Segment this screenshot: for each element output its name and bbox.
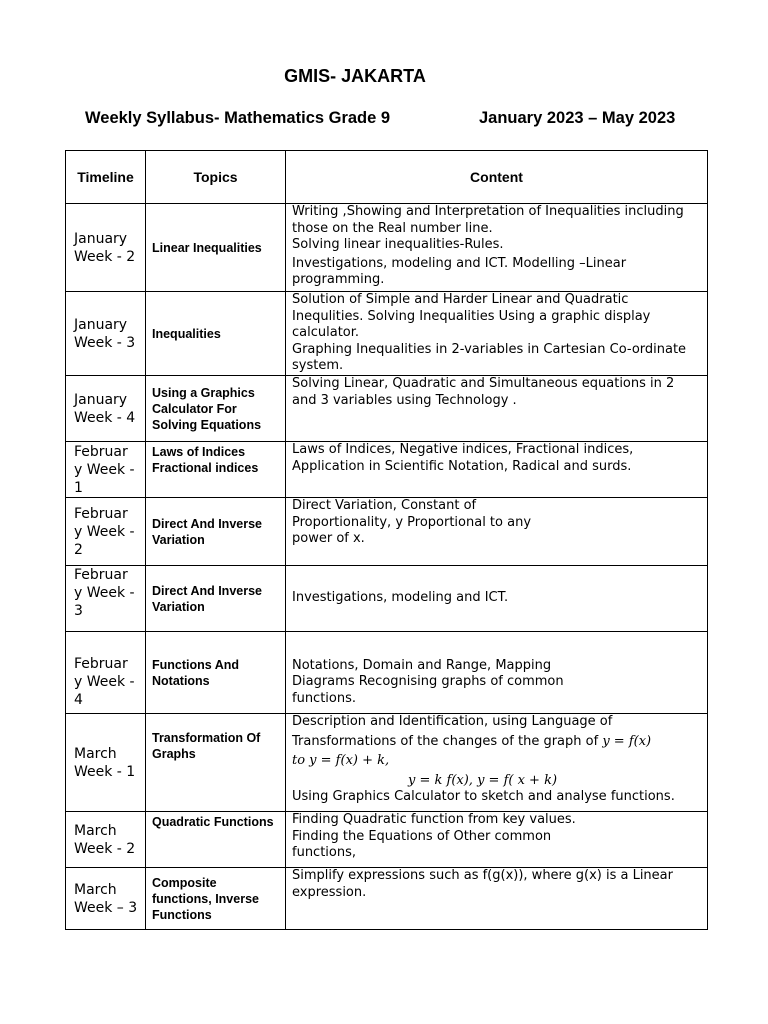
content-line-with-math	[292, 734, 701, 751]
content-line: Transformations of the changes of the graph of	[292, 733, 599, 749]
math-expression: to y = f(x) + k,	[292, 753, 390, 768]
content-line: Investigations, modeling and ICT.	[292, 590, 509, 606]
content-line: Solving linear inequalities-Rules.	[292, 237, 504, 252]
table-row	[66, 376, 708, 442]
content-cell	[286, 204, 708, 292]
table-row	[66, 292, 708, 376]
content-line: Graphing Inequalities in 2-variables in Cartesian Co-ordinate system.	[292, 341, 687, 373]
content-cell	[286, 714, 708, 812]
content-line: Notations, Domain and Range, Mapping Diagrams Recognising graphs of common functions.	[292, 657, 564, 706]
content-cell	[286, 376, 708, 442]
timeline-cell: March Week - 1	[66, 714, 146, 812]
syllabus-table	[65, 150, 708, 930]
timeline-cell: Februar y Week - 3	[66, 566, 146, 632]
content-cell	[286, 632, 708, 714]
content-line: Direct Variation, Constant of Proportionality, y Proportional to any power of x.	[292, 498, 532, 546]
topic-cell: Functions And Notations	[146, 632, 286, 714]
syllabus-title: Weekly Syllabus- Mathematics Grade 9	[85, 109, 391, 127]
timeline-cell: Februar y Week - 2	[66, 498, 146, 566]
column-header-content: Content	[286, 151, 708, 204]
timeline-cell: Februar y Week - 4	[66, 632, 146, 714]
timeline-cell: January Week - 2	[66, 204, 146, 292]
column-header-timeline: Timeline	[66, 151, 146, 204]
content-line: Description and Identification, using Language of	[292, 714, 613, 729]
table-row	[66, 566, 708, 632]
timeline-cell: March Week – 3	[66, 868, 146, 930]
topic-cell: Laws of Indices Fractional indices	[146, 442, 286, 498]
table-row	[66, 632, 708, 714]
content-line: Finding Quadratic function from key values.	[292, 812, 576, 827]
math-expression: y = k f(x), y = f( x + k)	[408, 772, 558, 788]
content-line: Solution of Simple and Harder Linear and Quadratic Inequlities. Solving Inequalities Using a graphic display calculator.	[292, 292, 651, 340]
content-line: Simplify expressions such as f(g(x)), where g(x) is a Linear expression.	[292, 868, 673, 900]
timeline-cell: March Week - 2	[66, 812, 146, 868]
content-line: Investigations, modeling and ICT. Modelling –Linear programming.	[292, 255, 627, 287]
timeline-cell: Februar y Week - 1	[66, 442, 146, 498]
content-line: Laws of Indices, Negative indices, Fractional indices, Application in Scientific Notation, Radical and surds.	[292, 442, 634, 474]
math-expression: y = f(x)	[602, 733, 652, 749]
topic-cell: Direct And Inverse Variation	[146, 566, 286, 632]
topic-cell: Composite functions, Inverse Functions	[146, 868, 286, 930]
topic-cell: Quadratic Functions	[146, 812, 286, 868]
timeline-cell: January Week - 3	[66, 292, 146, 376]
table-row	[66, 442, 708, 498]
table-header-row	[66, 151, 708, 204]
syllabus-period: January 2023 – May 2023	[479, 109, 676, 127]
table-row	[66, 868, 708, 930]
content-cell	[286, 292, 708, 376]
table-row	[66, 498, 708, 566]
content-line: Using Graphics Calculator to sketch and analyse functions.	[292, 789, 675, 804]
table-row	[66, 204, 708, 292]
content-cell	[286, 868, 708, 930]
school-name: GMIS- JAKARTA	[284, 66, 426, 86]
timeline-cell: January Week - 4	[66, 376, 146, 442]
content-cell	[286, 442, 708, 498]
table-row	[66, 714, 708, 812]
content-line: Solving Linear, Quadratic and Simultaneous equations in 2 and 3 variables using Technology .	[292, 376, 675, 408]
topic-cell: Direct And Inverse Variation	[146, 498, 286, 566]
topic-cell: Transformation Of Graphs	[146, 714, 286, 812]
content-cell	[286, 498, 708, 566]
topic-cell: Linear Inequalities	[146, 204, 286, 292]
column-header-topics: Topics	[146, 151, 286, 204]
content-cell	[286, 566, 708, 632]
content-line: Writing ,Showing and Interpretation of Inequalities including those on the Real number line.	[292, 204, 684, 236]
table-row	[66, 812, 708, 868]
content-cell	[286, 812, 708, 868]
topic-cell: Inequalities	[146, 292, 286, 376]
topic-cell: Using a Graphics Calculator For Solving Equations	[146, 376, 286, 442]
content-line: Finding the Equations of Other common functions,	[292, 828, 552, 860]
